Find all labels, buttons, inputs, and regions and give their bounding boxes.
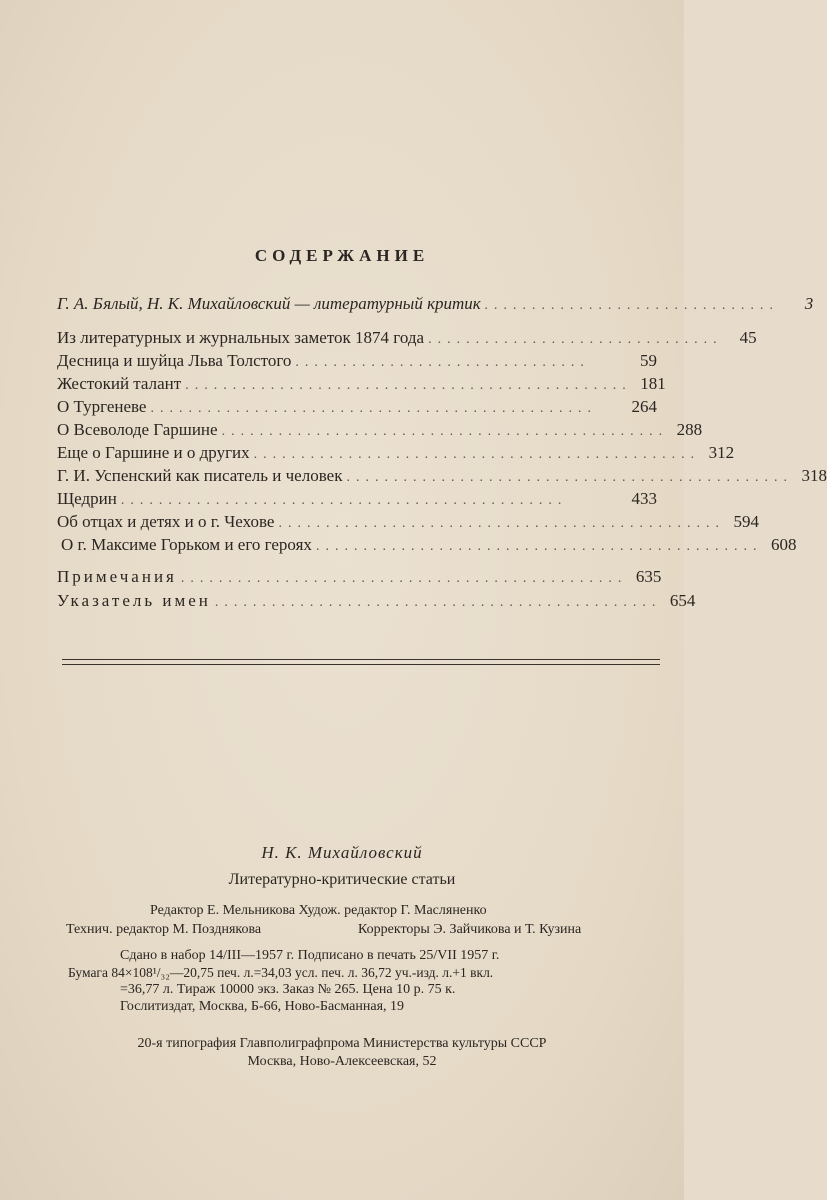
toc-entry-page: 59 bbox=[640, 351, 657, 370]
toc-entry-page: 45 bbox=[739, 328, 757, 347]
colophon-printer-2: Москва, Ново-Алексеевская, 52 bbox=[247, 1054, 437, 1069]
toc-entry-title: Щедрин bbox=[57, 489, 117, 508]
toc-leader-dots: ............................................... bbox=[315, 539, 763, 554]
colophon-print-info-1: Сдано в набор 14/III—1957 г. Подписано в печать 25/VII 1957 г. bbox=[120, 948, 500, 963]
toc-entry-page: 318 bbox=[801, 466, 827, 485]
colophon-book-title: Литературно-критические статьи bbox=[228, 871, 456, 888]
toc-entry bbox=[57, 397, 657, 419]
toc-entry-title: Жестокий талант bbox=[57, 374, 182, 393]
toc-entry-title: О Тургеневе bbox=[57, 397, 147, 416]
colophon-print-info-3: =36,77 л. Тираж 10000 экз. Заказ № 265. Цена 10 р. 75 к. bbox=[120, 982, 456, 997]
toc-leader-dots: ............................................... bbox=[180, 571, 628, 586]
toc-entry-page: 312 bbox=[708, 443, 735, 462]
colophon-publisher: Гослитиздат, Москва, Б-66, Ново-Басманная, 19 bbox=[120, 999, 405, 1014]
toc-leader-dots: ............................................... bbox=[120, 493, 568, 508]
toc-entry-notes bbox=[57, 567, 662, 589]
toc-entry-title: Об отцах и детях и о г. Чехове bbox=[57, 512, 275, 531]
toc-entry-page: 635 bbox=[635, 567, 662, 586]
toc-entry-title: Десница и шуйца Льва Толстого bbox=[57, 351, 292, 370]
divider-bottom bbox=[62, 664, 660, 665]
toc-entry-intro bbox=[57, 294, 814, 316]
divider-top bbox=[62, 659, 660, 660]
toc-entry-index bbox=[57, 591, 696, 613]
toc-entry-title: О Всеволоде Гаршине bbox=[57, 420, 218, 439]
toc-leader-dots: ............................................... bbox=[253, 447, 701, 462]
toc-leader-dots: ............................... bbox=[295, 355, 590, 370]
colophon-printer-1: 20-я типография Главполиграфпрома Министерства культуры СССР bbox=[137, 1036, 547, 1051]
colophon-author: Н. К. Михайловский bbox=[261, 843, 423, 862]
toc-entry-title: Еще о Гаршине и о других bbox=[57, 443, 250, 462]
toc-leader-dots: ............................................... bbox=[150, 401, 597, 416]
toc-leader-dots: ............................................... bbox=[278, 516, 725, 531]
colophon-print-info-2: Бумага 84×108¹/₃₂—20,75 печ. л.=34,03 усл. печ. л. 36,72 уч.-изд. л.+1 вкл. bbox=[68, 965, 494, 980]
toc-entry bbox=[57, 374, 666, 396]
toc-leader-dots: ............................................... bbox=[346, 470, 793, 485]
colophon-tech-editor: Технич. редактор М. Позднякова bbox=[66, 922, 262, 937]
toc-entry-page: 433 bbox=[631, 489, 657, 508]
toc-entry-page: 288 bbox=[676, 420, 703, 439]
toc-entry-page: 264 bbox=[631, 397, 657, 416]
toc-leader-dots: ............................................... bbox=[185, 378, 632, 393]
toc-entry-title: Г. А. Бялый, Н. К. Михайловский — литературный критик bbox=[57, 294, 481, 313]
toc-entry-title: Г. И. Успенский как писатель и человек bbox=[57, 466, 343, 485]
toc-leader-dots: ............................... bbox=[484, 298, 780, 313]
toc-entry-title: Из литературных и журнальных заметок 1874 года bbox=[57, 328, 425, 347]
toc-entry-page: 594 bbox=[733, 512, 759, 531]
toc-entry bbox=[57, 443, 735, 465]
toc-entry bbox=[57, 351, 657, 373]
toc-entry-title: Примечания bbox=[57, 567, 177, 586]
toc-entry-page: 608 bbox=[770, 535, 797, 554]
toc-entry bbox=[57, 489, 657, 511]
toc-leader-dots: ............................... bbox=[428, 332, 723, 347]
toc-entry-page: 181 bbox=[640, 374, 666, 393]
toc-entry-title: О г. Максиме Горьком и его героях bbox=[61, 535, 312, 554]
toc-leader-dots: ............................................... bbox=[214, 595, 662, 610]
toc-entry bbox=[57, 328, 757, 350]
colophon-proofreaders: Корректоры Э. Зайчикова и Т. Кузина bbox=[358, 922, 582, 937]
toc-heading: СОДЕРЖАНИЕ bbox=[254, 246, 430, 265]
toc-entry bbox=[61, 535, 797, 557]
toc-entry-page: 3 bbox=[804, 294, 814, 313]
toc-entry-page: 654 bbox=[669, 591, 696, 610]
toc-leader-dots: ............................................... bbox=[221, 424, 669, 439]
toc-entry-title: Указатель имен bbox=[57, 591, 211, 610]
toc-entry bbox=[57, 512, 759, 534]
colophon-editor: Редактор Е. Мельникова Худож. редактор Г. Масляненко bbox=[150, 903, 487, 918]
toc-entry bbox=[57, 420, 703, 442]
toc-entry bbox=[57, 466, 827, 488]
